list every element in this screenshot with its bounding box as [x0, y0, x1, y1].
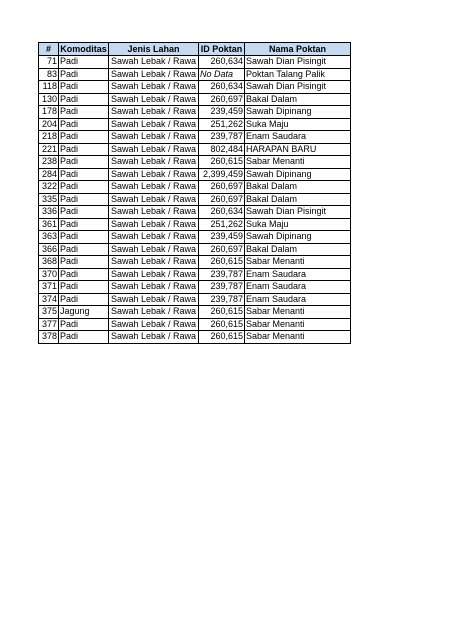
- cell-number: 378: [39, 331, 59, 344]
- cell-id-poktan: 260,634: [199, 206, 245, 219]
- cell-id-poktan: 239,787: [199, 281, 245, 294]
- cell-number: 361: [39, 218, 59, 231]
- cell-jenis-lahan: Sawah Lebak / Rawa: [109, 181, 199, 194]
- cell-komoditas: Padi: [59, 181, 109, 194]
- cell-number: 130: [39, 93, 59, 106]
- header-nama-poktan: Nama Poktan: [245, 43, 351, 56]
- cell-jenis-lahan: Sawah Lebak / Rawa: [109, 268, 199, 281]
- cell-komoditas: Padi: [59, 131, 109, 144]
- cell-komoditas: Padi: [59, 256, 109, 269]
- cell-jenis-lahan: Sawah Lebak / Rawa: [109, 118, 199, 131]
- cell-komoditas: Padi: [59, 218, 109, 231]
- cell-number: 238: [39, 156, 59, 169]
- table-row: [39, 131, 351, 144]
- cell-jenis-lahan: Sawah Lebak / Rawa: [109, 81, 199, 94]
- table-row: [39, 218, 351, 231]
- cell-number: 363: [39, 231, 59, 244]
- cell-id-poktan: 260,634: [199, 56, 245, 69]
- cell-id-poktan: No Data: [199, 68, 245, 81]
- cell-id-poktan: 251,262: [199, 218, 245, 231]
- cell-jenis-lahan: Sawah Lebak / Rawa: [109, 56, 199, 69]
- cell-komoditas: Padi: [59, 318, 109, 331]
- cell-number: 371: [39, 281, 59, 294]
- table-body: [39, 56, 351, 344]
- cell-komoditas: Padi: [59, 231, 109, 244]
- table-row: [39, 243, 351, 256]
- cell-nama-poktan: Suka Maju: [245, 218, 351, 231]
- cell-id-poktan: 239,459: [199, 106, 245, 119]
- cell-nama-poktan: Sawah Dian Pisingit: [245, 81, 351, 94]
- cell-id-poktan: 251,262: [199, 118, 245, 131]
- cell-jenis-lahan: Sawah Lebak / Rawa: [109, 93, 199, 106]
- cell-id-poktan: 260,615: [199, 156, 245, 169]
- cell-id-poktan: 260,615: [199, 306, 245, 319]
- table-row: [39, 281, 351, 294]
- cell-komoditas: Padi: [59, 81, 109, 94]
- header-row: [39, 43, 351, 56]
- cell-id-poktan: 260,697: [199, 181, 245, 194]
- header-komoditas: Komoditas: [60, 44, 107, 54]
- cell-number: 370: [39, 268, 59, 281]
- cell-number: 218: [39, 131, 59, 144]
- cell-number: 322: [39, 181, 59, 194]
- table-row: [39, 206, 351, 219]
- cell-jenis-lahan: Sawah Lebak / Rawa: [109, 218, 199, 231]
- cell-komoditas: Padi: [59, 243, 109, 256]
- cell-jenis-lahan: Sawah Lebak / Rawa: [109, 293, 199, 306]
- cell-komoditas: Padi: [59, 143, 109, 156]
- table-row: [39, 156, 351, 169]
- cell-nama-poktan: Bakal Dalam: [245, 181, 351, 194]
- cell-jenis-lahan: Sawah Lebak / Rawa: [109, 168, 199, 181]
- cell-jenis-lahan: Sawah Lebak / Rawa: [109, 318, 199, 331]
- table-row: [39, 168, 351, 181]
- cell-nama-poktan: Sabar Menanti: [245, 156, 351, 169]
- cell-nama-poktan: Bakal Dalam: [245, 93, 351, 106]
- cell-nama-poktan: Sawah Dian Pisingit: [245, 56, 351, 69]
- cell-jenis-lahan: Sawah Lebak / Rawa: [109, 106, 199, 119]
- cell-number: 374: [39, 293, 59, 306]
- table-row: [39, 268, 351, 281]
- cell-nama-poktan: HARAPAN BARU: [245, 143, 351, 156]
- cell-nama-poktan: Sawah Dian Pisingit: [245, 206, 351, 219]
- cell-nama-poktan: Poktan Talang Palik: [245, 68, 351, 81]
- cell-jenis-lahan: Sawah Lebak / Rawa: [109, 281, 199, 294]
- cell-jenis-lahan: Sawah Lebak / Rawa: [109, 306, 199, 319]
- cell-komoditas: Padi: [59, 268, 109, 281]
- cell-number: 375: [39, 306, 59, 319]
- table-row: [39, 81, 351, 94]
- cell-nama-poktan: Bakal Dalam: [245, 243, 351, 256]
- cell-number: 284: [39, 168, 59, 181]
- cell-nama-poktan: Enam Saudara: [245, 281, 351, 294]
- cell-number: 366: [39, 243, 59, 256]
- cell-id-poktan: 239,787: [199, 131, 245, 144]
- cell-jenis-lahan: Sawah Lebak / Rawa: [109, 243, 199, 256]
- table-row: [39, 181, 351, 194]
- cell-number: 204: [39, 118, 59, 131]
- cell-id-poktan: 260,615: [199, 331, 245, 344]
- cell-nama-poktan: Enam Saudara: [245, 268, 351, 281]
- cell-komoditas: Padi: [59, 293, 109, 306]
- cell-id-poktan: 260,697: [199, 243, 245, 256]
- cell-komoditas: Padi: [59, 193, 109, 206]
- cell-number: 71: [39, 56, 59, 69]
- cell-jenis-lahan: Sawah Lebak / Rawa: [109, 231, 199, 244]
- cell-number: 221: [39, 143, 59, 156]
- cell-nama-poktan: Sabar Menanti: [245, 256, 351, 269]
- header-id-poktan: ID Poktan: [199, 43, 245, 56]
- cell-nama-poktan: Enam Saudara: [245, 131, 351, 144]
- table-row: [39, 256, 351, 269]
- cell-number: 83: [39, 68, 59, 81]
- header-number: #: [39, 43, 59, 56]
- table-row: [39, 193, 351, 206]
- cell-id-poktan: 260,615: [199, 318, 245, 331]
- table-row: [39, 118, 351, 131]
- cell-number: 368: [39, 256, 59, 269]
- table-row: [39, 306, 351, 319]
- cell-nama-poktan: Sawah Dipinang: [245, 168, 351, 181]
- header-jenis-lahan: Jenis Lahan: [109, 43, 199, 56]
- cell-jenis-lahan: Sawah Lebak / Rawa: [109, 143, 199, 156]
- cell-komoditas: Padi: [59, 168, 109, 181]
- cell-komoditas: Padi: [59, 106, 109, 119]
- cell-komoditas: Padi: [59, 68, 109, 81]
- cell-jenis-lahan: Sawah Lebak / Rawa: [109, 131, 199, 144]
- cell-id-poktan: 260,615: [199, 256, 245, 269]
- cell-id-poktan: 260,634: [199, 81, 245, 94]
- cell-number: 335: [39, 193, 59, 206]
- cell-nama-poktan: Sabar Menanti: [245, 331, 351, 344]
- cell-number: 178: [39, 106, 59, 119]
- cell-komoditas: Padi: [59, 281, 109, 294]
- cell-jenis-lahan: Sawah Lebak / Rawa: [109, 156, 199, 169]
- cell-jenis-lahan: Sawah Lebak / Rawa: [109, 68, 199, 81]
- cell-komoditas: Padi: [59, 93, 109, 106]
- cell-komoditas: Padi: [59, 156, 109, 169]
- cell-id-poktan: 239,787: [199, 293, 245, 306]
- cell-id-poktan: 802,484: [199, 143, 245, 156]
- cell-id-poktan: 260,697: [199, 93, 245, 106]
- table-row: [39, 293, 351, 306]
- cell-jenis-lahan: Sawah Lebak / Rawa: [109, 256, 199, 269]
- cell-nama-poktan: Suka Maju: [245, 118, 351, 131]
- cell-jenis-lahan: Sawah Lebak / Rawa: [109, 331, 199, 344]
- cell-number: 336: [39, 206, 59, 219]
- cell-komoditas: Padi: [59, 56, 109, 69]
- cell-id-poktan: 239,459: [199, 231, 245, 244]
- cell-nama-poktan: Enam Saudara: [245, 293, 351, 306]
- cell-number: 377: [39, 318, 59, 331]
- table-row: [39, 106, 351, 119]
- cell-id-poktan: 260,697: [199, 193, 245, 206]
- spreadsheet-page: [38, 42, 351, 344]
- cell-jenis-lahan: Sawah Lebak / Rawa: [109, 193, 199, 206]
- table-row: [39, 143, 351, 156]
- cell-id-poktan: 239,787: [199, 268, 245, 281]
- table-row: [39, 56, 351, 69]
- cell-nama-poktan: Sabar Menanti: [245, 318, 351, 331]
- cell-nama-poktan: Sabar Menanti: [245, 306, 351, 319]
- table-row: [39, 68, 351, 81]
- cell-nama-poktan: Bakal Dalam: [245, 193, 351, 206]
- cell-id-poktan: 2,399,459: [199, 168, 245, 181]
- cell-jenis-lahan: Sawah Lebak / Rawa: [109, 206, 199, 219]
- cell-nama-poktan: Sawah Dipinang: [245, 231, 351, 244]
- cell-komoditas: Padi: [59, 206, 109, 219]
- table-row: [39, 331, 351, 344]
- table-row: [39, 231, 351, 244]
- cell-komoditas: Jagung: [59, 306, 109, 319]
- table-row: [39, 318, 351, 331]
- cell-komoditas: Padi: [59, 118, 109, 131]
- data-table: [38, 42, 351, 344]
- cell-number: 118: [39, 81, 59, 94]
- table-row: [39, 93, 351, 106]
- cell-nama-poktan: Sawah Dipinang: [245, 106, 351, 119]
- cell-komoditas: Padi: [59, 331, 109, 344]
